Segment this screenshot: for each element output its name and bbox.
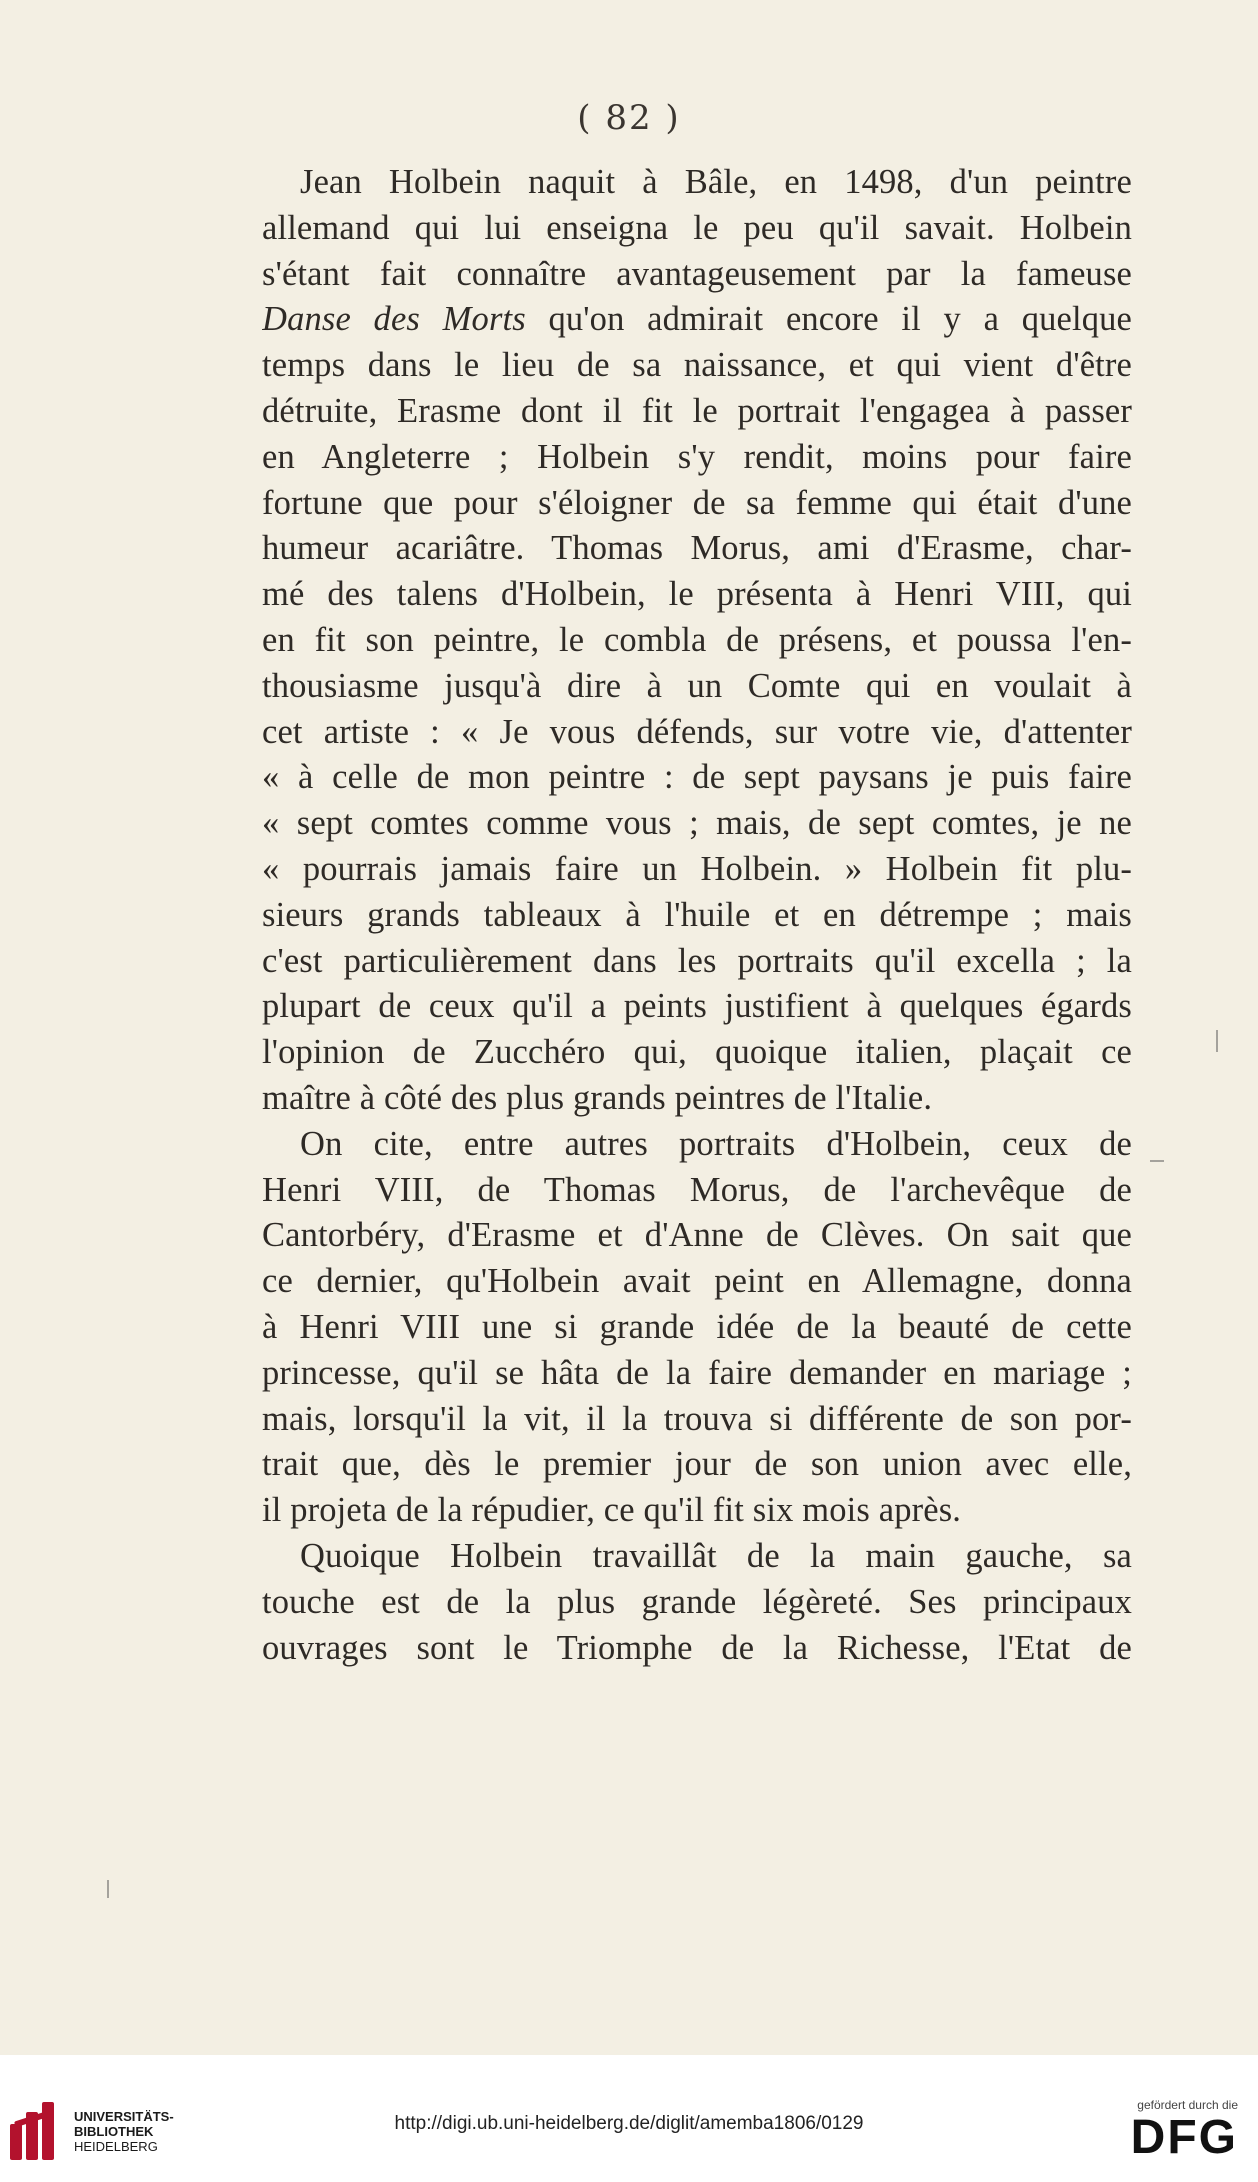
text-line bbox=[262, 1076, 1132, 1122]
text-line bbox=[262, 847, 1132, 893]
body-text bbox=[262, 160, 1132, 1671]
dfg-logo bbox=[1131, 2098, 1238, 2164]
text-line bbox=[262, 297, 1132, 343]
text-line bbox=[262, 526, 1132, 572]
text-line bbox=[262, 1626, 1132, 1672]
text-line-content: maître à côté des plus grands peintres de l'Italie. bbox=[262, 1078, 933, 1117]
text-line bbox=[262, 389, 1132, 435]
text-line bbox=[262, 1488, 1132, 1534]
text-line bbox=[262, 1442, 1132, 1488]
text-line-content: allemand qui lui enseigna le peu qu'il savait. Holbein bbox=[262, 208, 1132, 247]
text-line bbox=[262, 435, 1132, 481]
text-line bbox=[262, 1580, 1132, 1626]
text-line bbox=[262, 572, 1132, 618]
margin-mark bbox=[107, 1880, 109, 1898]
margin-mark bbox=[1216, 1030, 1218, 1052]
text-line bbox=[262, 755, 1132, 801]
text-line bbox=[262, 160, 1132, 206]
text-line-content: touche est de la plus grande légèreté. Ses principaux bbox=[262, 1582, 1132, 1621]
italic-title: Danse des Morts bbox=[262, 300, 526, 339]
text-line-content: c'est particulièrement dans les portraits qu'il excella ; la bbox=[262, 941, 1132, 980]
text-line bbox=[262, 343, 1132, 389]
text-line bbox=[262, 984, 1132, 1030]
text-line-content: thousiasme jusqu'à dire à un Comte qui en voulait à bbox=[262, 666, 1132, 705]
text-line-content: en fit son peintre, le combla de présens, et poussa l'en- bbox=[262, 620, 1132, 659]
text-line bbox=[262, 1305, 1132, 1351]
text-line bbox=[262, 1259, 1132, 1305]
text-line-content: il projeta de la répudier, ce qu'il fit six mois après. bbox=[262, 1491, 962, 1530]
text-line bbox=[262, 801, 1132, 847]
text-line-content: trait que, dès le premier jour de son union avec elle, bbox=[262, 1445, 1132, 1484]
text-line-content: fortune que pour s'éloigner de sa femme qui était d'une bbox=[262, 483, 1132, 522]
text-line-content: en Angleterre ; Holbein s'y rendit, moins pour faire bbox=[262, 437, 1132, 476]
text-line bbox=[262, 1122, 1132, 1168]
text-line-content: Jean Holbein naquit à Bâle, en 1498, d'un peintre bbox=[300, 163, 1132, 201]
text-line-content: détruite, Erasme dont il fit le portrait l'engagea à passer bbox=[262, 391, 1132, 430]
margin-mark bbox=[1150, 1160, 1164, 1162]
funding-caption: gefördert durch die bbox=[1137, 2098, 1238, 2112]
text-line bbox=[262, 1351, 1132, 1397]
text-line-content: cet artiste : « Je vous défends, sur votre vie, d'attenter bbox=[262, 712, 1132, 751]
dfg-mark: DFG bbox=[1130, 2111, 1238, 2164]
text-line-content: humeur acariâtre. Thomas Morus, ami d'Erasme, char- bbox=[262, 529, 1132, 568]
text-line-content: temps dans le lieu de sa naissance, et qui vient d'être bbox=[262, 346, 1132, 385]
text-line bbox=[262, 939, 1132, 985]
text-line-content: « pourrais jamais faire un Holbein. » Holbein fit plu- bbox=[262, 849, 1132, 888]
text-line bbox=[262, 664, 1132, 710]
text-line bbox=[262, 893, 1132, 939]
page-number: ( 82 ) bbox=[577, 98, 681, 138]
text-line-content: mais, lorsqu'il la vit, il la trouva si différente de son por- bbox=[262, 1399, 1132, 1438]
text-line-content: qu'on admirait encore il y a quelque bbox=[525, 300, 1132, 339]
text-line-content: s'étant fait connaître avantageusement par la fameuse bbox=[262, 254, 1132, 293]
library-name-line: HEIDELBERG bbox=[74, 2138, 158, 2154]
text-line bbox=[262, 1397, 1132, 1443]
text-line bbox=[262, 710, 1132, 756]
text-line-content: ouvrages sont le Triomphe de la Richesse, l'Etat de bbox=[262, 1628, 1132, 1667]
text-line-content: l'opinion de Zucchéro qui, quoique italien, plaçait ce bbox=[262, 1033, 1132, 1072]
library-name-line: BIBLIOTHEK bbox=[74, 2123, 154, 2139]
text-line bbox=[262, 1030, 1132, 1076]
text-line-content: « sept comtes comme vous ; mais, de sept comtes, je ne bbox=[262, 804, 1132, 843]
text-line bbox=[262, 481, 1132, 527]
text-line-content: « à celle de mon peintre : de sept paysans je puis faire bbox=[262, 758, 1132, 797]
text-line-content: mé des talens d'Holbein, le présenta à Henri VIII, qui bbox=[262, 575, 1132, 614]
text-line-content: sieurs grands tableaux à l'huile et en détrempe ; mais bbox=[262, 895, 1132, 934]
library-name-line: UNIVERSITÄTS- bbox=[74, 2108, 174, 2124]
text-line-content: plupart de ceux qu'il a peints justifient à quelques égards bbox=[262, 987, 1132, 1026]
text-line bbox=[262, 1534, 1132, 1580]
text-line bbox=[262, 206, 1132, 252]
text-line-content: princesse, qu'il se hâta de la faire demander en mariage ; bbox=[262, 1353, 1132, 1392]
text-line-content: à Henri VIII une si grande idée de la beauté de cette bbox=[262, 1307, 1132, 1346]
text-line bbox=[262, 618, 1132, 664]
text-line bbox=[262, 1168, 1132, 1214]
text-line-content: Quoique Holbein travaillât de la main gauche, sa bbox=[300, 1536, 1132, 1575]
text-line bbox=[262, 1213, 1132, 1259]
text-line-content: Cantorbéry, d'Erasme et d'Anne de Clèves. On sait que bbox=[262, 1216, 1132, 1255]
text-line-content: On cite, entre autres portraits d'Holbein, ceux de bbox=[300, 1124, 1132, 1163]
text-line-content: Henri VIII, de Thomas Morus, de l'archevêque de bbox=[262, 1170, 1132, 1209]
document-url-link[interactable]: http://digi.ub.uni-heidelberg.de/diglit/amemba1806/0129 bbox=[394, 2113, 864, 2134]
text-line-content: ce dernier, qu'Holbein avait peint en Allemagne, donna bbox=[262, 1262, 1132, 1301]
text-line bbox=[262, 252, 1132, 298]
